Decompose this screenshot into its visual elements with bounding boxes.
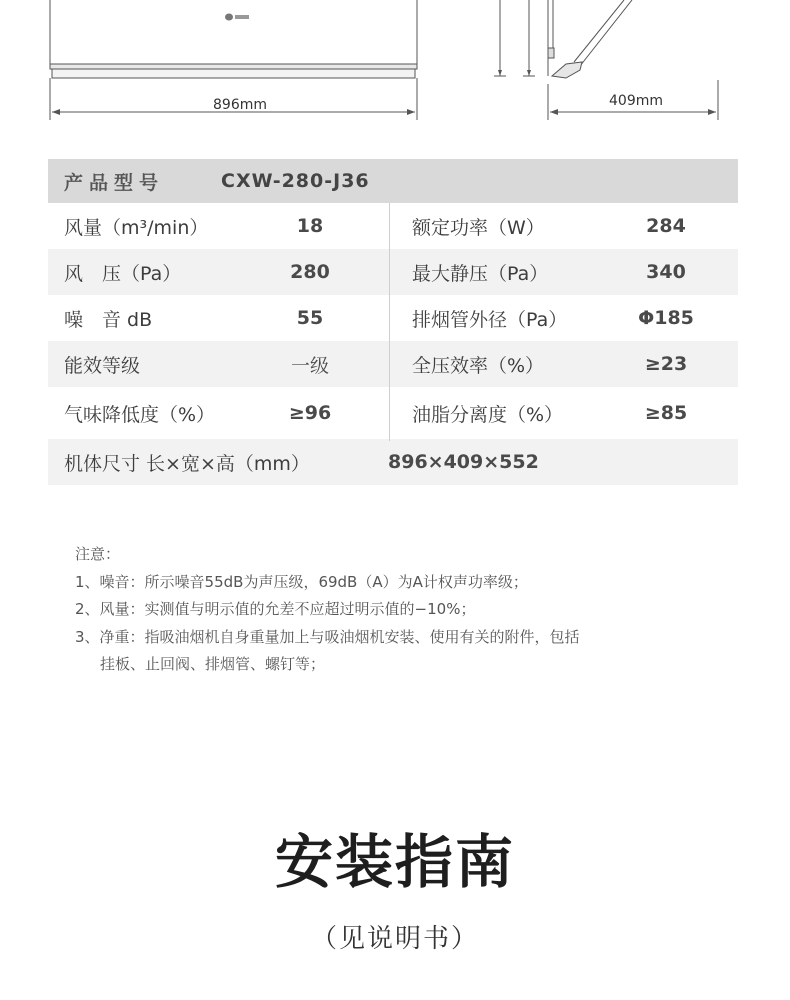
side-view — [494, 0, 718, 120]
table-row — [48, 295, 738, 341]
spec-label: 气味降低度（%） — [64, 403, 216, 426]
spec-label: 排烟管外径（Pa） — [412, 308, 568, 331]
spec-value: 340 — [646, 261, 686, 283]
spec-label: 额定功率（W） — [412, 216, 545, 239]
installation-guide-subtitle: （见说明书） — [310, 924, 479, 954]
spec-value: 284 — [646, 215, 686, 237]
spec-label: 全压效率（%） — [412, 354, 545, 377]
table-row — [48, 203, 738, 249]
table-row — [48, 341, 738, 387]
spec-value: 18 — [296, 215, 324, 237]
brand-logo — [225, 14, 249, 21]
spec-table — [48, 159, 738, 485]
spec-value: 55 — [296, 307, 324, 329]
table-row — [48, 249, 738, 295]
notes-section — [75, 541, 580, 679]
width-dimension-label: 896mm — [213, 97, 267, 113]
spec-label: 最大静压（Pa） — [412, 262, 549, 285]
spec-value: ≥96 — [288, 402, 332, 424]
spec-label: 油脂分离度（%） — [412, 403, 564, 426]
spec-value: 一级 — [290, 354, 329, 377]
spec-label: 风量（m³/min） — [64, 216, 209, 239]
spec-value: Φ185 — [638, 307, 694, 329]
table-row — [48, 387, 738, 439]
size-value: 896×409×552 — [388, 451, 539, 473]
spec-label: 风 压（Pa） — [64, 262, 182, 285]
table-header-row — [48, 159, 738, 203]
table-row-size — [48, 439, 738, 485]
note-item: 3、净重：指吸油烟机自身重量加上与吸油烟机安装、使用有关的附件，包括 — [75, 627, 580, 646]
hood-dimension-drawing — [0, 0, 790, 130]
note-item: 1、噪音：所示噪音55dB为声压级，69dB（A）为A计权声功率级； — [75, 572, 528, 591]
notes-title: 注意： — [75, 545, 121, 563]
spec-value: 280 — [290, 261, 330, 283]
spec-label: 能效等级 — [64, 354, 141, 377]
column-divider — [389, 203, 390, 441]
model-number: CXW-280-J36 — [221, 170, 370, 192]
depth-dimension-label: 409mm — [609, 93, 663, 109]
spec-value: ≥23 — [644, 353, 688, 375]
model-label: 产品型号 — [64, 171, 165, 194]
spec-value: ≥85 — [644, 402, 688, 424]
installation-guide-title: 安装指南 — [274, 828, 515, 896]
note-item-continued: 挂板、止回阀、排烟管、螺钉等； — [100, 655, 326, 673]
spec-label: 噪 音 dB — [64, 308, 153, 331]
size-label: 机体尺寸 长×宽×高（mm） — [64, 452, 310, 475]
note-item: 2、风量：实测值与明示值的允差不应超过明示值的−10%； — [75, 600, 476, 618]
